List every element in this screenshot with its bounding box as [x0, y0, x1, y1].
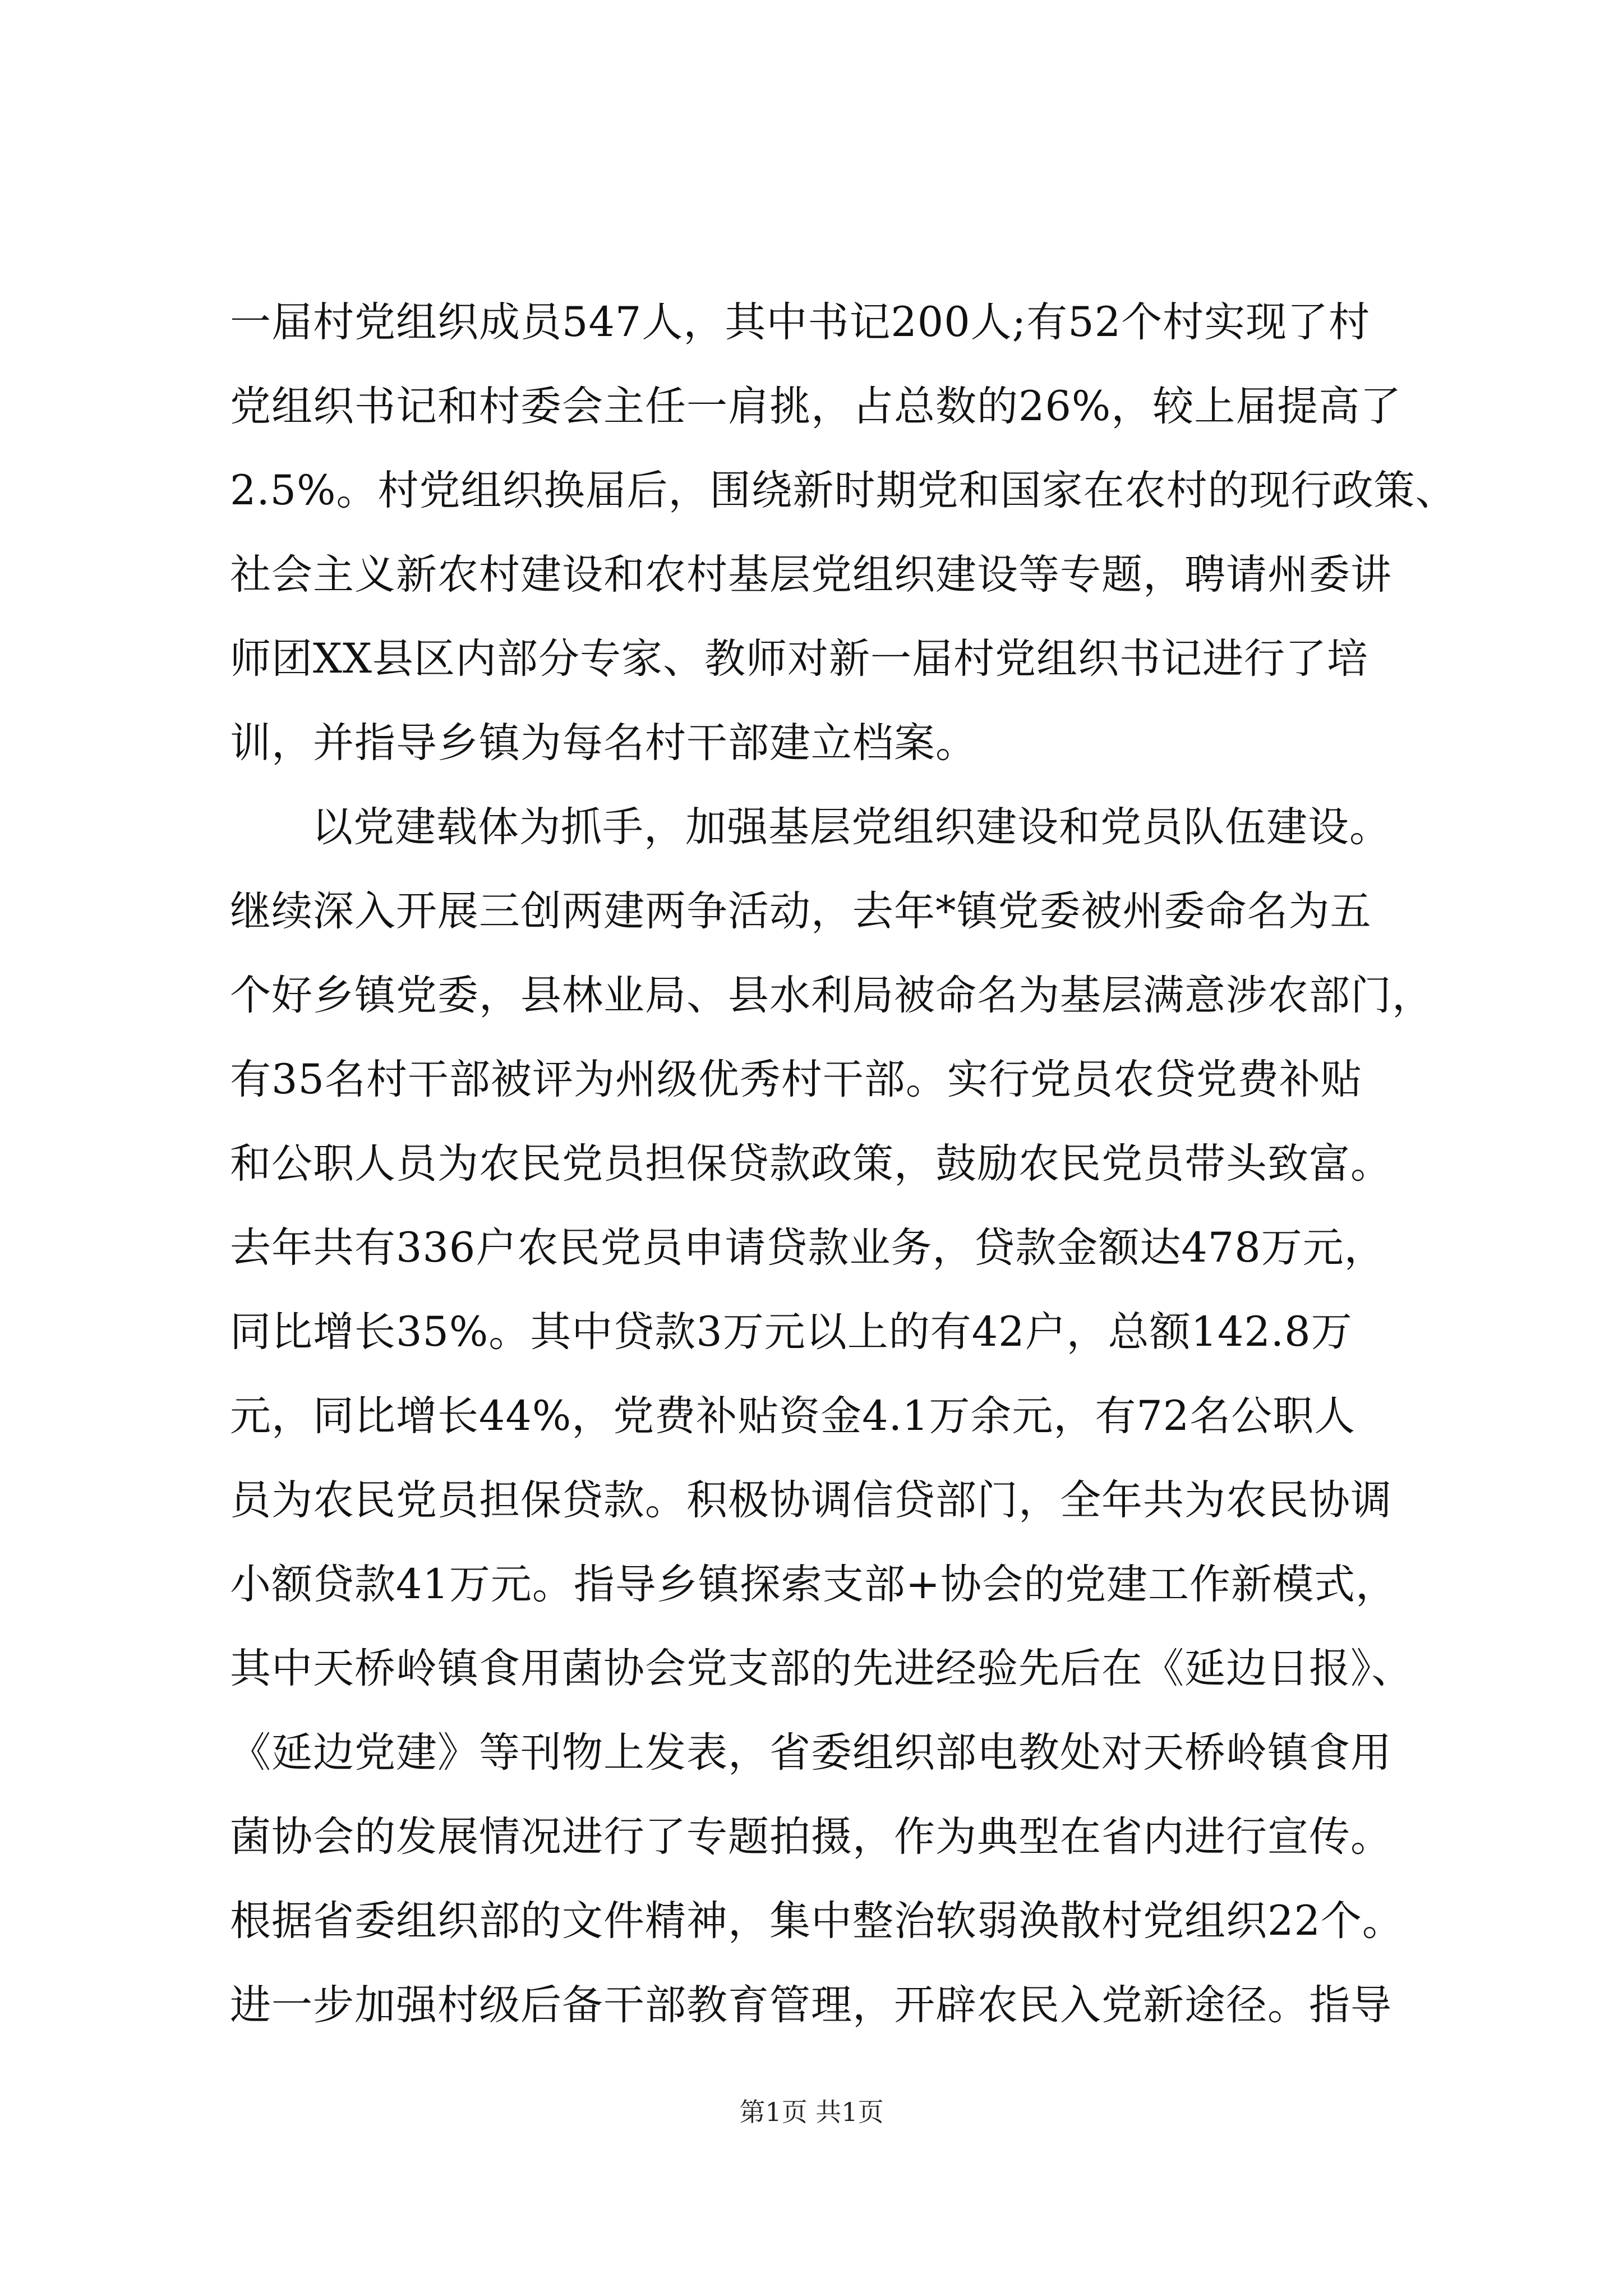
text-line: 元，同比增长44%，党费补贴资金4.1万余元，有72名公职人	[230, 1392, 1356, 1440]
text-line: 同比增长35%。其中贷款3万元以上的有42户，总额142.8万	[230, 1308, 1353, 1356]
body-text	[230, 280, 1457, 2047]
text-line: 小额贷款41万元。指导乡镇探索支部+协会的党建工作新模式，	[230, 1561, 1398, 1608]
text-line: 2.5%。村党组织换届后，围绕新时期党和国家在农村的现行政策、	[230, 467, 1457, 514]
text-line: 个好乡镇党委，县林业局、县水利局被命名为基层满意涉农部门，	[230, 972, 1433, 1019]
text-line: 训，并指导乡镇为每名村干部建立档案。	[230, 719, 977, 767]
text-line: 去年共有336户农民党员申请贷款业务，贷款金额达478万元，	[230, 1224, 1386, 1272]
text-line: 员为农民党员担保贷款。积极协调信贷部门，全年共为农民协调	[230, 1476, 1392, 1524]
text-line: 《延边党建》等刊物上发表，省委组织部电教处对天桥岭镇食用	[230, 1729, 1392, 1777]
text-line: 一届村党组织成员547人，其中书记200人;有52个村实现了村	[230, 298, 1371, 346]
text-line: 有35名村干部被评为州级优秀村干部。实行党员农贷党费补贴	[230, 1056, 1362, 1103]
page-footer: 第1页 共1页	[739, 2097, 884, 2127]
text-line: 党组织书记和村委会主任一肩挑，占总数的26%，较上届提高了	[230, 383, 1402, 430]
text-line: 菌协会的发展情况进行了专题拍摄，作为典型在省内进行宣传。	[230, 1813, 1392, 1861]
text-line: 其中天桥岭镇食用菌协会党支部的先进经验先后在《延边日报》、	[230, 1645, 1413, 1692]
text-line: 进一步加强村级后备干部教育管理，开辟农民入党新途径。指导	[230, 1981, 1392, 2029]
text-line: 根据省委组织部的文件精神，集中整治软弱涣散村党组织22个。	[230, 1897, 1404, 1945]
text-line: 和公职人员为农民党员担保贷款政策，鼓励农民党员带头致富。	[230, 1140, 1392, 1188]
paragraph-first-line: 以党建载体为抓手，加强基层党组织建设和党员队伍建设。	[312, 803, 1391, 851]
text-line: 继续深入开展三创两建两争活动，去年*镇党委被州委命名为五	[230, 887, 1372, 935]
text-line: 师团XX县区内部分专家、教师对新一届村党组织书记进行了培	[230, 635, 1368, 683]
text-line: 社会主义新农村建设和农村基层党组织建设等专题，聘请州委讲	[230, 551, 1392, 599]
